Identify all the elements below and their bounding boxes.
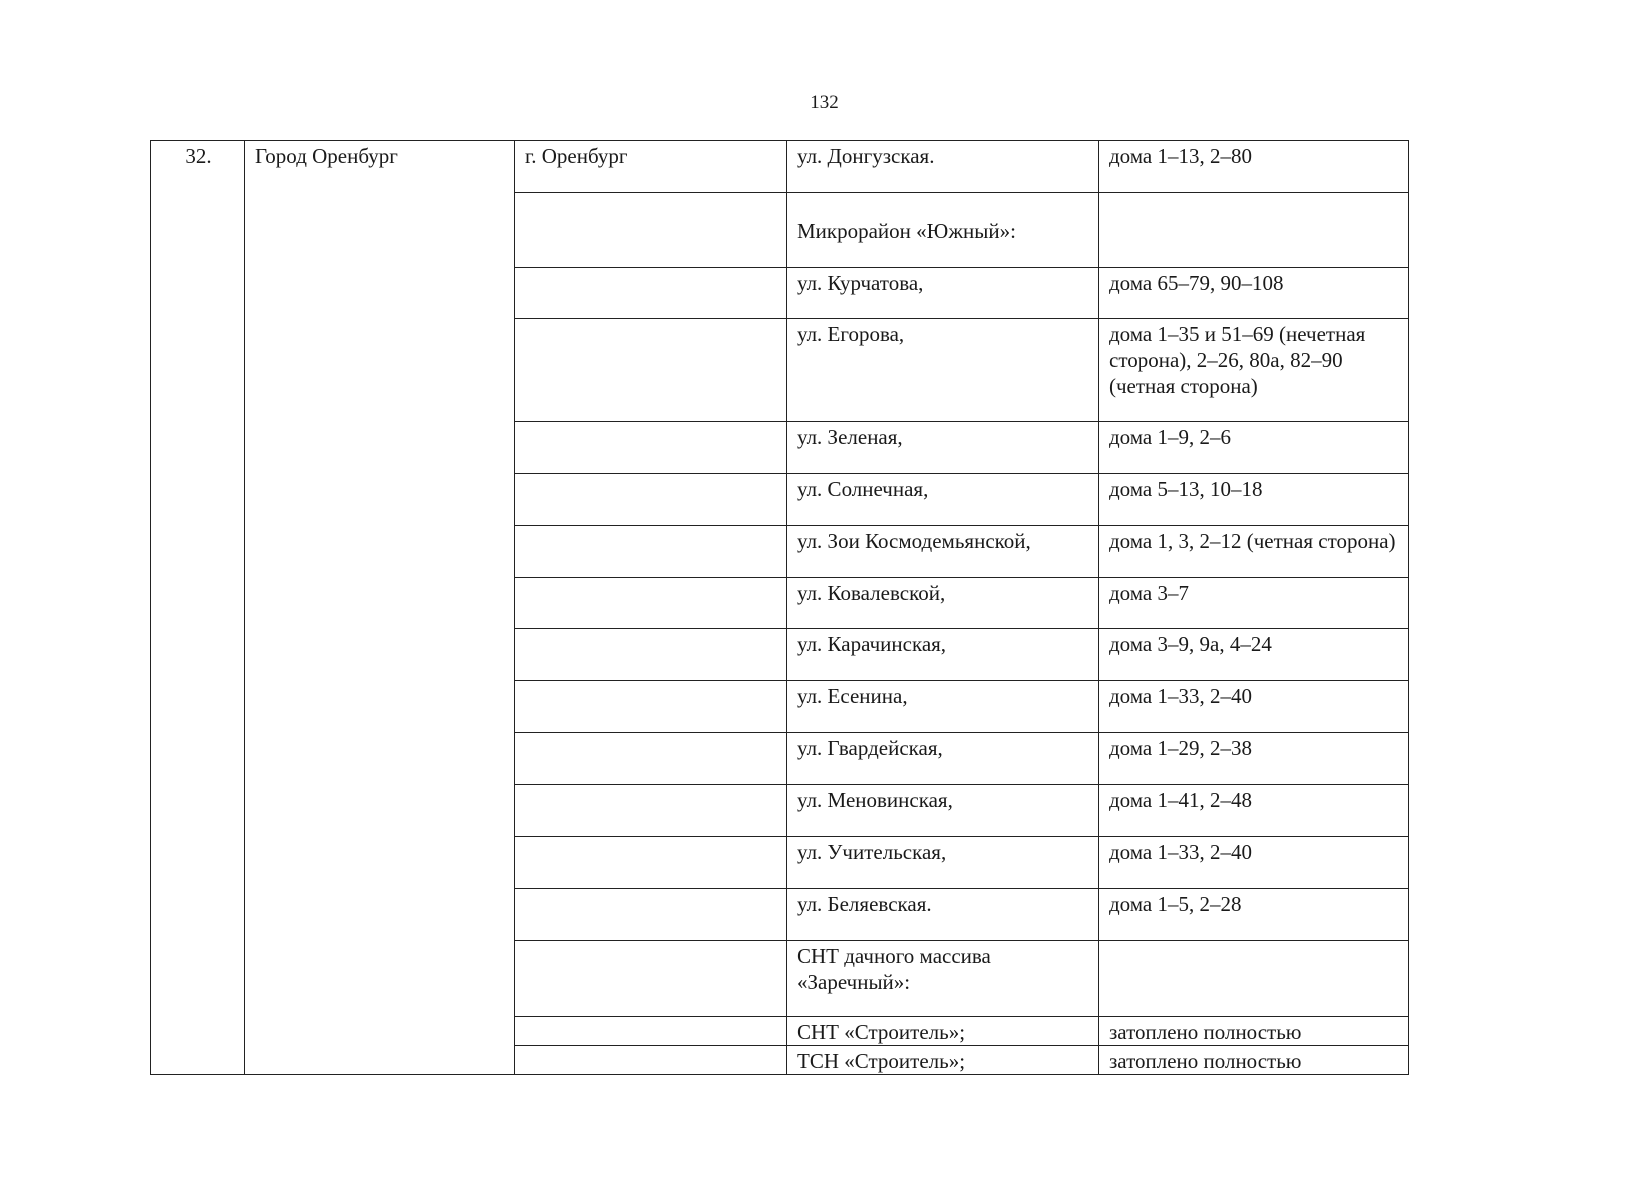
street-cell: ул. Есенина,	[787, 681, 1099, 733]
street-cell: ул. Донгузская.	[787, 141, 1099, 193]
locality-cell-empty	[515, 578, 787, 629]
locality-cell: г. Оренбург	[515, 141, 787, 193]
locality-cell-empty	[515, 319, 787, 422]
street-cell: ул. Зои Космодемьянской,	[787, 526, 1099, 578]
locality-cell-empty	[515, 193, 787, 268]
houses-cell: дома 1–33, 2–40	[1099, 837, 1409, 889]
table-row	[151, 141, 1409, 193]
locality-cell-empty	[515, 474, 787, 526]
houses-cell: дома 1–29, 2–38	[1099, 733, 1409, 785]
street-cell: ул. Меновинская,	[787, 785, 1099, 837]
houses-cell	[1099, 193, 1409, 268]
row-number: 32.	[151, 141, 245, 1075]
street-cell: ул. Гвардейская,	[787, 733, 1099, 785]
dacha-massif-heading: СНТ дачного массива «Заречный»:	[787, 941, 1099, 1017]
street-cell: ул. Учительская,	[787, 837, 1099, 889]
street-cell: ул. Зеленая,	[787, 422, 1099, 474]
locality-cell-empty	[515, 526, 787, 578]
houses-cell: дома 1–33, 2–40	[1099, 681, 1409, 733]
street-cell: ул. Карачинская,	[787, 629, 1099, 681]
houses-cell: дома 1–9, 2–6	[1099, 422, 1409, 474]
houses-cell: дома 1–13, 2–80	[1099, 141, 1409, 193]
locality-cell-empty	[515, 733, 787, 785]
houses-cell: дома 1, 3, 2–12 (четная сторона)	[1099, 526, 1409, 578]
locality-cell-empty	[515, 422, 787, 474]
page-number: 132	[810, 92, 839, 113]
houses-cell: затоплено полностью	[1099, 1046, 1409, 1075]
houses-cell: дома 3–7	[1099, 578, 1409, 629]
street-cell: ул. Ковалевской,	[787, 578, 1099, 629]
locality-cell-empty	[515, 837, 787, 889]
street-cell: ул. Солнечная,	[787, 474, 1099, 526]
houses-cell: затоплено полностью	[1099, 1017, 1409, 1046]
locality-cell-empty	[515, 889, 787, 941]
houses-cell: дома 1–35 и 51–69 (нечетная сторона), 2–26, 80а, 82–90 (четная сторона)	[1099, 319, 1409, 422]
houses-cell	[1099, 941, 1409, 1017]
locality-cell-empty	[515, 785, 787, 837]
street-cell: ул. Егорова,	[787, 319, 1099, 422]
houses-cell: дома 65–79, 90–108	[1099, 268, 1409, 319]
flood-zone-table	[150, 140, 1409, 1075]
houses-cell: дома 1–5, 2–28	[1099, 889, 1409, 941]
locality-cell-empty	[515, 268, 787, 319]
locality-cell-empty	[515, 941, 787, 1017]
houses-cell: дома 1–41, 2–48	[1099, 785, 1409, 837]
microdistrict-heading: Микрорайон «Южный»:	[787, 193, 1099, 268]
municipality-cell: Город Оренбург	[245, 141, 515, 1075]
locality-cell-empty	[515, 681, 787, 733]
street-cell: ул. Курчатова,	[787, 268, 1099, 319]
street-cell: СНТ «Строитель»;	[787, 1017, 1099, 1046]
houses-cell: дома 3–9, 9а, 4–24	[1099, 629, 1409, 681]
locality-cell-empty	[515, 1017, 787, 1046]
locality-cell-empty	[515, 629, 787, 681]
street-cell: ул. Беляевская.	[787, 889, 1099, 941]
street-cell: ТСН «Строитель»;	[787, 1046, 1099, 1075]
locality-cell-empty	[515, 1046, 787, 1075]
houses-cell: дома 5–13, 10–18	[1099, 474, 1409, 526]
